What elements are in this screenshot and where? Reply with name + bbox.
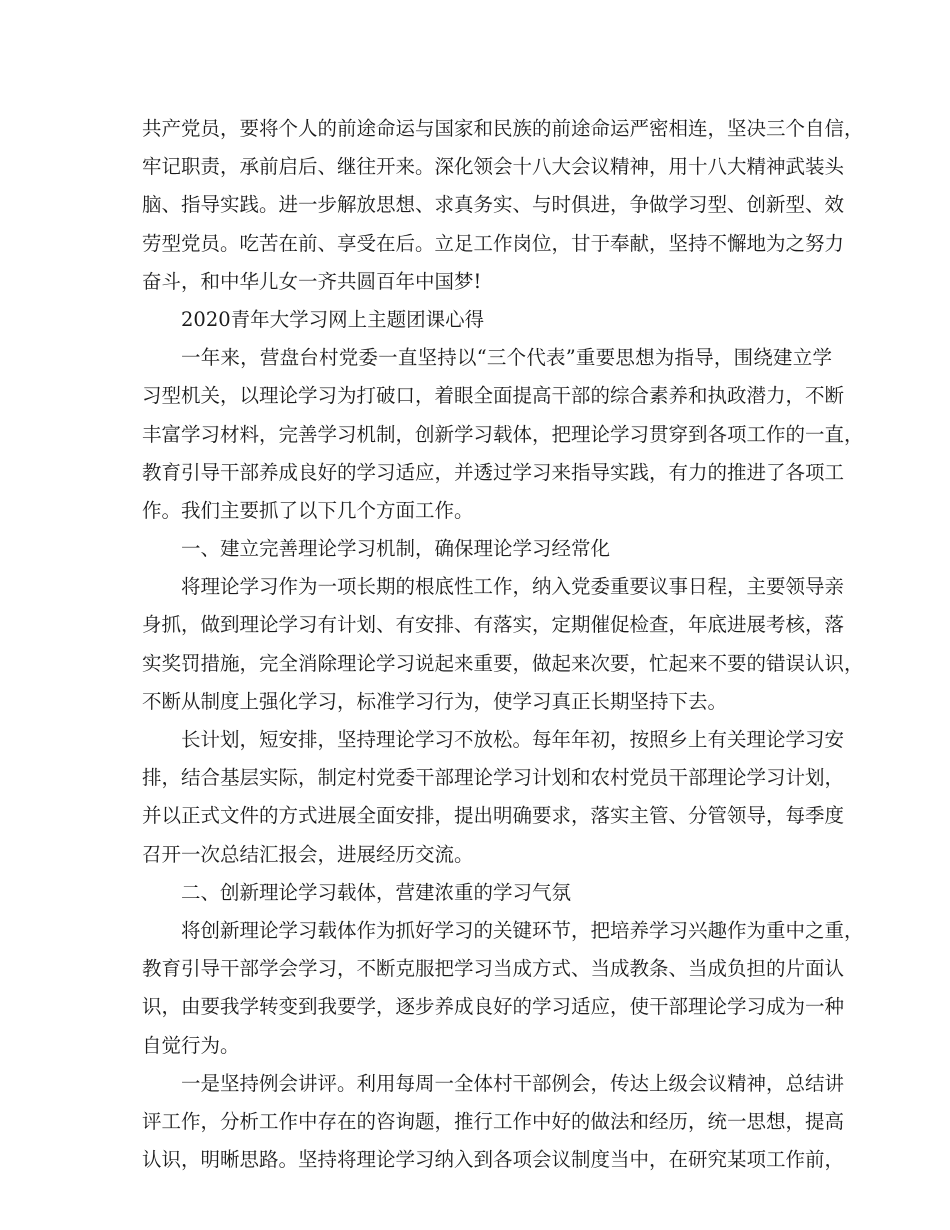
text-line: 脑、指导实践。进一步解放思想、求真务实、与时俱进，争做学习型、创新型、效	[142, 193, 845, 217]
section-title: 2020青年大学习网上主题团课心得	[181, 307, 485, 331]
text-line: 识，由要我学转变到我要学，逐步养成良好的学习适应，使干部理论学习成为一种	[142, 995, 845, 1019]
text-line: 认识，明晰思路。坚持将理论学习纳入到各项会议制度当中，在研究某项工作前，	[142, 1148, 845, 1172]
text-line: 不断从制度上强化学习，标准学习行为，使学习真正长期坚持下去。	[142, 689, 728, 713]
text-line: 将理论学习作为一项长期的根底性工作，纳入党委重要议事日程，主要领导亲	[181, 575, 845, 599]
text-line: 身抓，做到理论学习有计划、有安排、有落实，定期催促检查，年底进展考核，落	[142, 613, 845, 637]
text-line: 一年来，营盘台村党委一直坚持以“三个代表”重要思想为指导，围绕建立学	[181, 346, 832, 370]
text-line: 自觉行为。	[142, 1033, 240, 1057]
text-line: 劳型党员。吃苦在前、享受在后。立足工作岗位，甘于奉献，坚持不懈地为之努力	[142, 231, 845, 255]
text-line: 并以正式文件的方式进展全面安排，提出明确要求，落实主管、分管领导，每季度	[142, 804, 845, 828]
text-line: 奋斗，和中华儿女一齐共圆百年中国梦!	[142, 269, 482, 293]
text-line: 排，结合基层实际，制定村党委干部理论学习计划和农村党员干部理论学习计划，	[142, 766, 845, 790]
text-line: 牢记职责，承前启后、继往开来。深化领会十八大会议精神，用十八大精神武装头	[142, 155, 845, 179]
section-heading: 一、建立完善理论学习机制，确保理论学习经常化	[181, 537, 611, 561]
text-line: 一是坚持例会讲评。利用每周一全体村干部例会，传达上级会议精神，总结讲	[181, 1071, 845, 1095]
text-line: 评工作，分析工作中存在的咨询题，推行工作中好的做法和经历，统一思想，提高	[142, 1109, 845, 1133]
text-line: 教育引导干部养成良好的学习适应，并透过学习来指导实践，有力的推进了各项工	[142, 460, 845, 484]
text-line: 召开一次总结汇报会，进展经历交流。	[142, 842, 474, 866]
text-line: 作。我们主要抓了以下几个方面工作。	[142, 498, 474, 522]
text-line: 习型机关，以理论学习为打破口，着眼全面提高干部的综合素养和执政潜力，不断	[142, 384, 845, 408]
text-line: 长计划，短安排，坚持理论学习不放松。每年年初，按照乡上有关理论学习安	[181, 728, 845, 751]
section-heading: 二、创新理论学习载体，营建浓重的学习气氛	[181, 880, 572, 904]
text-line: 共产党员，要将个人的前途命运与国家和民族的前途命运严密相连，坚决三个自信，	[142, 117, 864, 140]
text-line: 实奖罚措施，完全消除理论学习说起来重要，做起来次要，忙起来不要的错误认识，	[142, 651, 864, 675]
text-line: 教育引导干部学会学习，不断克服把学习当成方式、当成教条、当成负担的片面认	[142, 957, 845, 981]
document-body	[142, 110, 864, 1179]
text-line: 将创新理论学习载体作为抓好学习的关键环节，把培养学习兴趣作为重中之重，	[181, 918, 864, 942]
text-line: 丰富学习材料，完善学习机制，创新学习载体，把理论学习贯穿到各项工作的一直，	[142, 422, 864, 446]
